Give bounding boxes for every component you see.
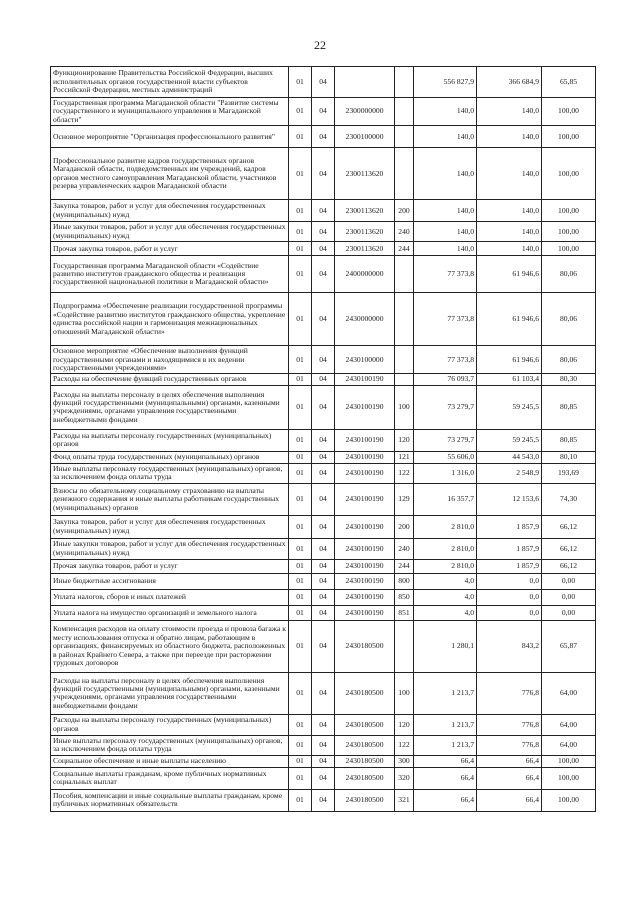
table-row	[51, 451, 596, 463]
row-planned-amount: 4,0	[414, 605, 477, 620]
row-section: 01	[289, 98, 312, 126]
row-execution-percent: 100,00	[542, 767, 596, 789]
row-name: Фонд оплаты труда государственных (муниципальных) органов	[51, 451, 289, 463]
row-name: Иные выплаты персоналу государственных (муниципальных) органов, за исключением фонда оплаты труда	[51, 463, 289, 483]
row-executed-amount: 44 543,0	[477, 451, 542, 463]
row-expense-type: 200	[395, 200, 414, 222]
row-section: 01	[289, 463, 312, 483]
row-expense-type: 240	[395, 538, 414, 559]
row-section: 01	[289, 222, 312, 242]
row-planned-amount: 16 357,7	[414, 483, 477, 515]
table-row	[51, 293, 596, 346]
row-name: Подпрограмма «Обеспечение реализации государственной программы «Содействие развитию институтов гражданского общества, укрепление единства российской нации и гармонизация межнациональных отношений Магаданской области»	[51, 293, 289, 346]
row-planned-amount: 77 373,8	[414, 293, 477, 346]
row-name: Закупка товаров, работ и услуг для обеспечения государственных (муниципальных) нужд	[51, 200, 289, 222]
row-section: 01	[289, 451, 312, 463]
table-row	[51, 98, 596, 126]
row-subsection: 04	[312, 735, 335, 755]
row-planned-amount: 140,0	[414, 222, 477, 242]
row-planned-amount: 77 373,8	[414, 256, 477, 293]
row-executed-amount: 843,2	[477, 620, 542, 672]
row-execution-percent: 74,30	[542, 483, 596, 515]
row-executed-amount: 2 548,9	[477, 463, 542, 483]
row-subsection: 04	[312, 755, 335, 767]
row-subsection: 04	[312, 293, 335, 346]
row-section: 01	[289, 538, 312, 559]
row-target-article: 2430100190	[335, 515, 395, 538]
budget-table	[50, 66, 596, 812]
row-section: 01	[289, 256, 312, 293]
row-expense-type	[395, 346, 414, 374]
row-target-article: 2430100190	[335, 429, 395, 451]
row-planned-amount: 1 280,1	[414, 620, 477, 672]
budget-table-body	[51, 67, 596, 812]
table-row	[51, 463, 596, 483]
row-subsection: 04	[312, 346, 335, 374]
row-section: 01	[289, 714, 312, 735]
row-subsection: 04	[312, 605, 335, 620]
row-target-article: 2430180500	[335, 767, 395, 789]
row-expense-type	[395, 67, 414, 98]
row-planned-amount: 77 373,8	[414, 346, 477, 374]
row-executed-amount: 61 946,6	[477, 346, 542, 374]
table-row	[51, 200, 596, 222]
row-subsection: 04	[312, 573, 335, 589]
row-section: 01	[289, 789, 312, 811]
row-execution-percent: 80,85	[542, 385, 596, 429]
row-execution-percent: 66,12	[542, 538, 596, 559]
row-execution-percent: 100,00	[542, 789, 596, 811]
row-planned-amount: 1 213,7	[414, 672, 477, 714]
row-target-article: 2430180500	[335, 789, 395, 811]
table-row	[51, 483, 596, 515]
row-name: Расходы на выплаты персоналу в целях обеспечения выполнения функций государственными (муниципальными) органами, казенными учреждениями, органами управления государственными внебюджетными фондами	[51, 672, 289, 714]
row-executed-amount: 66,4	[477, 789, 542, 811]
row-name: Прочая закупка товаров, работ и услуг	[51, 242, 289, 256]
row-planned-amount: 66,4	[414, 755, 477, 767]
row-executed-amount: 776,8	[477, 735, 542, 755]
row-expense-type	[395, 98, 414, 126]
row-executed-amount: 140,0	[477, 98, 542, 126]
table-row	[51, 767, 596, 789]
row-planned-amount: 140,0	[414, 126, 477, 148]
row-name: Пособия, компенсации и иные социальные выплаты гражданам, кроме публичных нормативных обязательств	[51, 789, 289, 811]
row-executed-amount: 59 245,5	[477, 385, 542, 429]
table-row	[51, 714, 596, 735]
table-row	[51, 346, 596, 374]
row-expense-type: 851	[395, 605, 414, 620]
page-number: 22	[314, 38, 326, 52]
row-section: 01	[289, 126, 312, 148]
row-executed-amount: 140,0	[477, 242, 542, 256]
row-expense-type: 121	[395, 451, 414, 463]
table-row	[51, 67, 596, 98]
row-executed-amount: 0,0	[477, 573, 542, 589]
row-subsection: 04	[312, 200, 335, 222]
row-executed-amount: 66,4	[477, 755, 542, 767]
table-row	[51, 126, 596, 148]
row-section: 01	[289, 293, 312, 346]
row-target-article: 2430180500	[335, 714, 395, 735]
table-row	[51, 222, 596, 242]
row-target-article: 2430100190	[335, 538, 395, 559]
table-row	[51, 573, 596, 589]
row-subsection: 04	[312, 451, 335, 463]
row-planned-amount: 2 810,0	[414, 515, 477, 538]
row-expense-type: 100	[395, 672, 414, 714]
table-row	[51, 589, 596, 605]
table-row	[51, 620, 596, 672]
row-expense-type: 850	[395, 589, 414, 605]
row-target-article: 2430100190	[335, 589, 395, 605]
row-subsection: 04	[312, 148, 335, 200]
row-target-article: 2430100190	[335, 374, 395, 385]
row-target-article: 2430100190	[335, 463, 395, 483]
row-execution-percent: 100,00	[542, 755, 596, 767]
row-executed-amount: 140,0	[477, 222, 542, 242]
row-subsection: 04	[312, 98, 335, 126]
row-expense-type: 129	[395, 483, 414, 515]
row-target-article: 2430180500	[335, 620, 395, 672]
row-target-article: 2430100190	[335, 559, 395, 573]
row-executed-amount: 59 245,5	[477, 429, 542, 451]
row-section: 01	[289, 483, 312, 515]
row-expense-type	[395, 620, 414, 672]
row-executed-amount: 12 153,6	[477, 483, 542, 515]
row-executed-amount: 0,0	[477, 589, 542, 605]
row-execution-percent: 0,00	[542, 573, 596, 589]
row-expense-type: 120	[395, 714, 414, 735]
row-expense-type: 320	[395, 767, 414, 789]
row-executed-amount: 66,4	[477, 767, 542, 789]
row-execution-percent: 100,00	[542, 126, 596, 148]
row-name: Профессиональное развитие кадров государственных органов Магаданской области, подведомственных им учреждений, кадров органов местного самоуправления Магаданской области, участников резерва управленческих кадров Магаданской области	[51, 148, 289, 200]
row-subsection: 04	[312, 589, 335, 605]
row-subsection: 04	[312, 256, 335, 293]
row-expense-type: 244	[395, 559, 414, 573]
row-name: Уплата налога на имущество организаций и земельного налога	[51, 605, 289, 620]
row-expense-type	[395, 126, 414, 148]
row-target-article: 2430100000	[335, 346, 395, 374]
row-target-article: 2300113620	[335, 148, 395, 200]
row-execution-percent: 0,00	[542, 589, 596, 605]
row-subsection: 04	[312, 385, 335, 429]
row-execution-percent: 80,30	[542, 374, 596, 385]
row-subsection: 04	[312, 67, 335, 98]
row-subsection: 04	[312, 515, 335, 538]
row-planned-amount: 1 213,7	[414, 714, 477, 735]
row-planned-amount: 140,0	[414, 98, 477, 126]
row-name: Основное мероприятие "Организация профессионального развития"	[51, 126, 289, 148]
row-expense-type: 122	[395, 735, 414, 755]
table-row	[51, 538, 596, 559]
row-target-article: 2400000000	[335, 256, 395, 293]
table-row	[51, 374, 596, 385]
row-subsection: 04	[312, 429, 335, 451]
row-execution-percent: 100,00	[542, 222, 596, 242]
row-section: 01	[289, 374, 312, 385]
row-planned-amount: 1 213,7	[414, 735, 477, 755]
row-section: 01	[289, 515, 312, 538]
row-expense-type: 122	[395, 463, 414, 483]
row-section: 01	[289, 735, 312, 755]
row-planned-amount: 4,0	[414, 589, 477, 605]
row-subsection: 04	[312, 714, 335, 735]
row-section: 01	[289, 559, 312, 573]
row-planned-amount: 140,0	[414, 242, 477, 256]
row-executed-amount: 140,0	[477, 200, 542, 222]
row-name: Прочая закупка товаров, работ и услуг	[51, 559, 289, 573]
row-section: 01	[289, 672, 312, 714]
row-planned-amount: 1 316,0	[414, 463, 477, 483]
row-target-article: 2300000000	[335, 98, 395, 126]
row-name: Иные выплаты персоналу государственных (муниципальных) органов, за исключением фонда оплаты труда	[51, 735, 289, 755]
row-name: Компенсация расходов на оплату стоимости проезда и провоза багажа к месту использования отпуска и обратно лицам, работающим в организациях, финансируемых из областного бюджета, расположенных в районах Крайнего Севера, а также при переезде при расторжении трудовых договоров	[51, 620, 289, 672]
row-executed-amount: 1 857,9	[477, 559, 542, 573]
row-planned-amount: 2 810,0	[414, 559, 477, 573]
row-execution-percent: 193,69	[542, 463, 596, 483]
table-row	[51, 148, 596, 200]
row-subsection: 04	[312, 463, 335, 483]
row-execution-percent: 100,00	[542, 242, 596, 256]
row-name: Государственная программа Магаданской области "Развитие системы государственного и муниципального управления в Магаданской области"	[51, 98, 289, 126]
row-executed-amount: 776,8	[477, 714, 542, 735]
row-target-article: 2430180500	[335, 672, 395, 714]
row-name: Уплата налогов, сборов и иных платежей	[51, 589, 289, 605]
row-name: Расходы на выплаты персоналу государственных (муниципальных) органов	[51, 714, 289, 735]
row-section: 01	[289, 148, 312, 200]
row-execution-percent: 80,10	[542, 451, 596, 463]
row-subsection: 04	[312, 538, 335, 559]
row-expense-type: 244	[395, 242, 414, 256]
row-execution-percent: 66,12	[542, 515, 596, 538]
row-subsection: 04	[312, 620, 335, 672]
row-section: 01	[289, 755, 312, 767]
table-row	[51, 429, 596, 451]
row-subsection: 04	[312, 559, 335, 573]
row-planned-amount: 76 093,7	[414, 374, 477, 385]
row-expense-type	[395, 374, 414, 385]
row-name: Иные закупки товаров, работ и услуг для обеспечения государственных (муниципальных) нужд	[51, 222, 289, 242]
row-subsection: 04	[312, 672, 335, 714]
row-expense-type	[395, 293, 414, 346]
row-planned-amount: 140,0	[414, 200, 477, 222]
row-execution-percent: 80,06	[542, 346, 596, 374]
row-expense-type: 100	[395, 385, 414, 429]
row-name: Иные закупки товаров, работ и услуг для обеспечения государственных (муниципальных) нужд	[51, 538, 289, 559]
row-target-article: 2430100190	[335, 451, 395, 463]
row-planned-amount: 73 279,7	[414, 429, 477, 451]
row-section: 01	[289, 429, 312, 451]
table-row	[51, 559, 596, 573]
row-name: Закупка товаров, работ и услуг для обеспечения государственных (муниципальных) нужд	[51, 515, 289, 538]
row-expense-type: 321	[395, 789, 414, 811]
row-expense-type: 300	[395, 755, 414, 767]
row-subsection: 04	[312, 789, 335, 811]
row-execution-percent: 0,00	[542, 605, 596, 620]
table-row	[51, 605, 596, 620]
row-planned-amount: 4,0	[414, 573, 477, 589]
row-subsection: 04	[312, 374, 335, 385]
row-subsection: 04	[312, 767, 335, 789]
row-execution-percent: 100,00	[542, 200, 596, 222]
row-target-article: 2430100190	[335, 483, 395, 515]
row-subsection: 04	[312, 242, 335, 256]
row-name: Социальное обеспечение и иные выплаты населению	[51, 755, 289, 767]
row-subsection: 04	[312, 222, 335, 242]
row-section: 01	[289, 605, 312, 620]
row-planned-amount: 55 606,0	[414, 451, 477, 463]
row-expense-type: 200	[395, 515, 414, 538]
row-name: Иные бюджетные ассигнования	[51, 573, 289, 589]
row-planned-amount: 66,4	[414, 767, 477, 789]
row-section: 01	[289, 346, 312, 374]
row-execution-percent: 80,85	[542, 429, 596, 451]
row-planned-amount: 2 810,0	[414, 538, 477, 559]
table-row	[51, 735, 596, 755]
row-execution-percent: 100,00	[542, 98, 596, 126]
row-execution-percent: 66,12	[542, 559, 596, 573]
row-name: Государственная программа Магаданской области «Содействие развитию институтов гражданского общества и реализация государственной национальной политики в Магаданской области»	[51, 256, 289, 293]
row-executed-amount: 366 684,9	[477, 67, 542, 98]
row-executed-amount: 1 857,9	[477, 515, 542, 538]
row-name: Функционирование Правительства Российской Федерации, высших исполнительных органов государственной власти субъектов Российской Федерации, местных администраций	[51, 67, 289, 98]
row-target-article: 2300100000	[335, 126, 395, 148]
row-target-article: 2430100190	[335, 605, 395, 620]
row-executed-amount: 61 103,4	[477, 374, 542, 385]
row-target-article: 2430100190	[335, 573, 395, 589]
row-execution-percent: 65,85	[542, 67, 596, 98]
row-executed-amount: 0,0	[477, 605, 542, 620]
row-section: 01	[289, 67, 312, 98]
table-row	[51, 755, 596, 767]
row-target-article: 2300113620	[335, 200, 395, 222]
row-section: 01	[289, 200, 312, 222]
row-name: Расходы на обеспечение функций государственных органов	[51, 374, 289, 385]
row-name: Социальные выплаты гражданам, кроме публичных нормативных социальных выплат	[51, 767, 289, 789]
row-target-article: 2430180500	[335, 735, 395, 755]
row-executed-amount: 140,0	[477, 148, 542, 200]
row-subsection: 04	[312, 483, 335, 515]
row-section: 01	[289, 620, 312, 672]
row-section: 01	[289, 385, 312, 429]
row-section: 01	[289, 573, 312, 589]
row-planned-amount: 556 827,9	[414, 67, 477, 98]
row-execution-percent: 100,00	[542, 148, 596, 200]
row-name: Основное мероприятие «Обеспечение выполнения функций государственными органами и находящимися в их ведении государственными учреждениями»	[51, 346, 289, 374]
row-execution-percent: 64,00	[542, 714, 596, 735]
row-execution-percent: 80,06	[542, 256, 596, 293]
row-executed-amount: 140,0	[477, 126, 542, 148]
row-executed-amount: 61 946,6	[477, 256, 542, 293]
row-planned-amount: 66,4	[414, 789, 477, 811]
row-name: Расходы на выплаты персоналу в целях обеспечения выполнения функций государственными (муниципальными) органами, казенными учреждениями, органами управления государственными внебюджетными фондами	[51, 385, 289, 429]
row-target-article: 2300113620	[335, 222, 395, 242]
row-executed-amount: 1 857,9	[477, 538, 542, 559]
row-execution-percent: 64,00	[542, 672, 596, 714]
table-row	[51, 256, 596, 293]
row-section: 01	[289, 242, 312, 256]
row-expense-type	[395, 256, 414, 293]
table-row	[51, 385, 596, 429]
row-target-article: 2430000000	[335, 293, 395, 346]
row-target-article: 2430180500	[335, 755, 395, 767]
row-target-article: 2430100190	[335, 385, 395, 429]
row-expense-type: 800	[395, 573, 414, 589]
table-row	[51, 515, 596, 538]
row-expense-type	[395, 148, 414, 200]
row-executed-amount: 61 946,6	[477, 293, 542, 346]
row-subsection: 04	[312, 126, 335, 148]
row-name: Расходы на выплаты персоналу государственных (муниципальных) органов	[51, 429, 289, 451]
table-row	[51, 672, 596, 714]
row-executed-amount: 776,8	[477, 672, 542, 714]
row-section: 01	[289, 589, 312, 605]
row-target-article	[335, 67, 395, 98]
table-row	[51, 789, 596, 811]
row-execution-percent: 64,00	[542, 735, 596, 755]
row-expense-type: 240	[395, 222, 414, 242]
row-name: Взносы по обязательному социальному страхованию на выплаты денежного содержания и иные выплаты работникам государственных (муниципальных) органов	[51, 483, 289, 515]
row-execution-percent: 65,87	[542, 620, 596, 672]
row-section: 01	[289, 767, 312, 789]
row-target-article: 2300113620	[335, 242, 395, 256]
table-row	[51, 242, 596, 256]
row-planned-amount: 73 279,7	[414, 385, 477, 429]
row-execution-percent: 80,06	[542, 293, 596, 346]
row-expense-type: 120	[395, 429, 414, 451]
row-planned-amount: 140,0	[414, 148, 477, 200]
